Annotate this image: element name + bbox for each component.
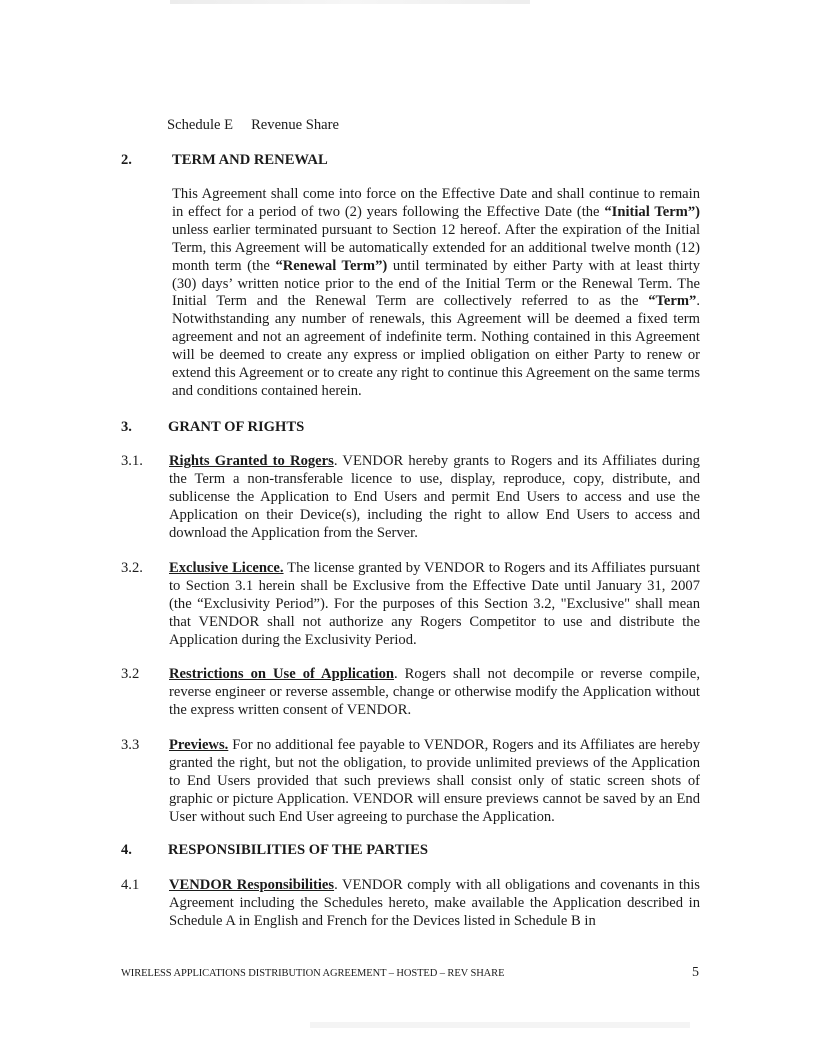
clause-4-1-text: . VENDOR comply with all obligations and covenants in this Agreement including the Schedules hereto, make available the Application described in Schedule A in English and French for the Devices listed in Schedule B in <box>169 877 700 929</box>
clause-3-3-number: 3.3 <box>121 737 140 753</box>
page-footer: WIRELESS APPLICATIONS DISTRIBUTION AGREEMENT – HOSTED – REV SHARE <box>121 968 505 979</box>
clause-3-1-heading: Rights Granted to Rogers <box>169 453 334 469</box>
clause-3-2-number: 3.2. <box>121 560 143 576</box>
renewal-term-defined: “Renewal Term”) <box>275 257 388 274</box>
clause-3-2 <box>169 560 700 650</box>
clause-3-2b-heading: Restrictions on Use of Application <box>169 666 395 682</box>
section-2-body <box>172 186 700 401</box>
schedule-e-line <box>167 117 339 135</box>
page-number: 5 <box>692 965 699 980</box>
clause-3-2b <box>169 666 700 720</box>
clause-4-1-number: 4.1 <box>121 877 140 893</box>
section-3-number: 3. <box>121 419 132 435</box>
clause-3-3-text: For no additional fee payable to VENDOR, Rogers and its Affiliates are hereby granted the right, but not the obligation, to provide unlimited previews of the Application to End Users provided that such previews shall consist only of static screen shots of graphic or picture Application. VENDOR will ensure previews cannot be saved by an End User without such End User agreeing to purchase the Application. <box>169 737 700 825</box>
clause-3-1 <box>169 453 700 543</box>
schedule-label: Schedule E <box>167 117 234 133</box>
section-2-title: TERM AND RENEWAL <box>172 152 328 168</box>
clause-3-2-heading: Exclusive Licence. <box>169 560 284 576</box>
section-3-title: GRANT OF RIGHTS <box>168 419 305 435</box>
section-4-number: 4. <box>121 842 132 858</box>
section-4-title: RESPONSIBILITIES OF THE PARTIES <box>168 842 428 858</box>
clause-3-2b-number: 3.2 <box>121 666 140 682</box>
clause-3-1-number: 3.1. <box>121 453 143 469</box>
scan-artifact-bottom <box>310 1022 690 1028</box>
initial-term-defined: “Initial Term”) <box>604 203 701 220</box>
section-2-text-2: unless earlier terminated pursuant to Section 12 hereof. After the expiration of the Initial Term, this Agreement will be automatically extended for an additional twelve month (12) month term (the <box>172 221 700 274</box>
clause-3-1-text: . VENDOR hereby grants to Rogers and its Affiliates during the Term a non-transferable licence to use, display, reproduce, copy, distribute, and sublicense the Application to End Users and permit End Users to access and use the Application on their Device(s), including the right to allow End Users to access and download the Application from the Server. <box>169 453 700 541</box>
section-2-number: 2. <box>121 152 132 168</box>
clause-4-1-heading: VENDOR Responsibilities <box>169 877 335 893</box>
clause-3-3 <box>169 737 700 827</box>
section-2-text-3: until terminated by either Party with at least thirty (30) days’ written notice prior to the end of the Initial Term or the Renewal Term. The Initial Term and the Renewal Term are collectively referred to as the <box>172 257 700 310</box>
clause-3-3-heading: Previews. <box>169 737 229 753</box>
term-defined: “Term” <box>648 293 697 310</box>
clause-4-1 <box>169 877 700 931</box>
schedule-value: Revenue Share <box>251 117 339 133</box>
clause-3-2b-text: . Rogers shall not decompile or reverse compile, reverse engineer or reverse assemble, change or otherwise modify the Application without the express written consent of VENDOR. <box>169 666 700 718</box>
scan-artifact-top <box>170 0 530 4</box>
clause-3-2-text: The license granted by VENDOR to Rogers and its Affiliates pursuant to Section 3.1 herein shall be Exclusive from the Effective Date until January 31, 2007 (the “Exclusivity Period”). For the purposes of this Section 3.2, "Exclusive" shall mean that VENDOR shall not authorize any Rogers Competitor to use and distribute the Application during the Exclusivity Period. <box>169 560 700 648</box>
section-2-text-1: This Agreement shall come into force on the Effective Date and shall continue to remain in effect for a period of two (2) years following the Effective Date (the <box>172 186 700 220</box>
section-2-text-4: . Notwithstanding any number of renewals, this Agreement will be deemed a fixed term agreement and not an agreement of indefinite term. Nothing contained in this Agreement will be deemed to create any express or implied obligation on either Party to renew or extend this Agreement or to create any right to continue this Agreement on the same terms and conditions contained herein. <box>172 293 700 399</box>
